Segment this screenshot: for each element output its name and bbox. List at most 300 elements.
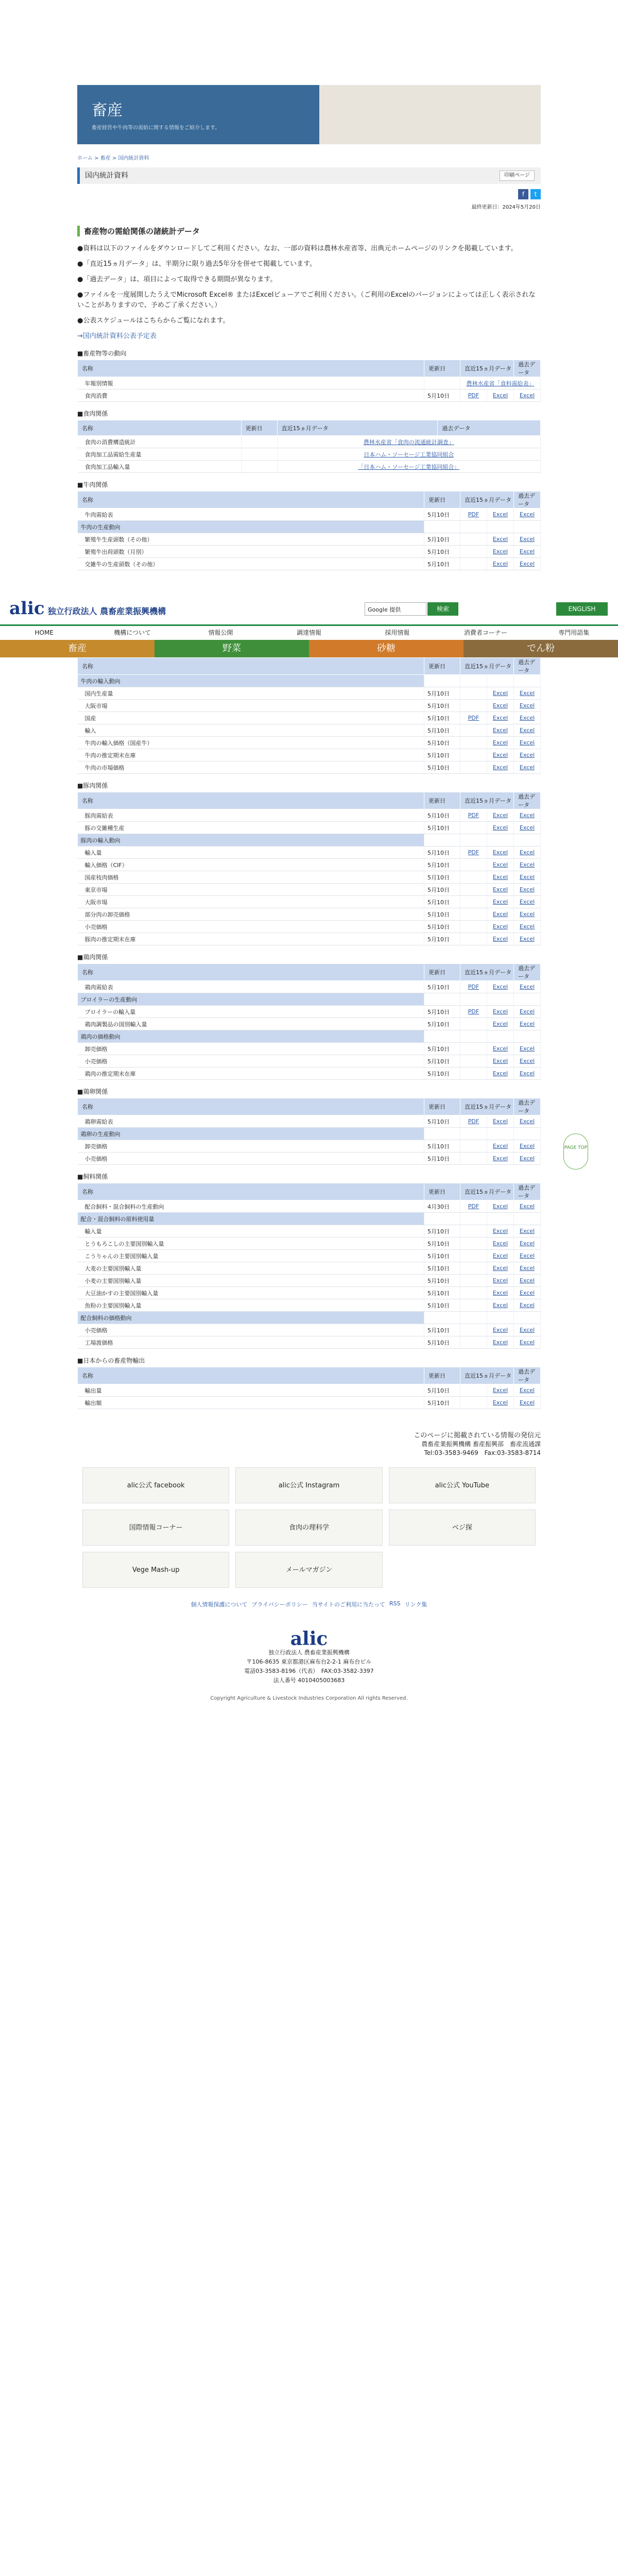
excel-link[interactable]: Excel [487, 1200, 514, 1213]
table-row [78, 533, 541, 546]
row-name: 鶏肉の価格動向 [78, 1030, 424, 1043]
past-excel-link[interactable]: Excel [514, 1238, 541, 1250]
pdf-link[interactable] [460, 546, 487, 558]
past-excel-link[interactable] [514, 675, 541, 687]
twitter-icon[interactable]: t [530, 189, 541, 199]
table-row [78, 1324, 541, 1336]
table-row [78, 1287, 541, 1299]
past-excel-link[interactable]: Excel [514, 1018, 541, 1030]
table-row [78, 1030, 541, 1043]
row-name: 牛肉の輸入動向 [78, 675, 424, 687]
row-name: 食肉の消費構造統計 [78, 436, 242, 448]
pdf-link[interactable] [460, 834, 487, 846]
pdf-link[interactable]: PDF [460, 389, 487, 402]
past-excel-link[interactable]: Excel [514, 700, 541, 712]
source-link[interactable]: 農林水産省「食料需給表」 [460, 377, 541, 389]
row-date: 5月10日 [424, 908, 460, 921]
excel-link[interactable]: Excel [487, 1140, 514, 1153]
pdf-link[interactable] [460, 1225, 487, 1238]
past-excel-link[interactable]: Excel [514, 1262, 541, 1275]
past-excel-link[interactable] [514, 1128, 541, 1140]
column-header: 過去データ [514, 792, 541, 809]
past-excel-link[interactable] [514, 1030, 541, 1043]
pdf-link[interactable] [460, 687, 487, 700]
row-date: 5月10日 [424, 1067, 460, 1080]
past-excel-link[interactable]: Excel [514, 1250, 541, 1262]
excel-link[interactable]: Excel [487, 712, 514, 724]
row-name: 輸入量 [78, 846, 424, 859]
pdf-link[interactable] [460, 859, 487, 871]
row-name: 年報別情報 [78, 377, 424, 389]
excel-link[interactable]: Excel [487, 749, 514, 761]
pdf-link[interactable] [460, 675, 487, 687]
footer-logo: alic [290, 1628, 328, 1650]
pdf-link[interactable] [460, 1238, 487, 1250]
excel-link[interactable]: Excel [487, 1238, 514, 1250]
excel-link[interactable]: Excel [487, 509, 514, 521]
column-header: 名称 [78, 1183, 424, 1200]
excel-link[interactable]: Excel [487, 1336, 514, 1349]
schedule-link[interactable]: →国内統計資料公表予定表 [77, 332, 157, 340]
excel-link[interactable] [487, 1312, 514, 1324]
past-excel-link[interactable]: Excel [514, 1324, 541, 1336]
table-row [78, 1115, 541, 1128]
table-row [78, 1225, 541, 1238]
nav-item[interactable]: 情報公開 [208, 629, 233, 636]
row-name: 交雑牛の生産頭数（その他） [78, 558, 424, 570]
row-name: 大豆油かすの主要国別輸入量 [78, 1287, 424, 1299]
nav-item[interactable]: 調達情報 [296, 629, 321, 636]
excel-link[interactable]: Excel [487, 687, 514, 700]
row-date: 5月10日 [424, 546, 460, 558]
excel-link[interactable]: Excel [487, 1287, 514, 1299]
section-title: 畜産物の需給関係の諸統計データ [77, 226, 541, 236]
row-date: 5月10日 [424, 871, 460, 884]
row-name: 国産 [78, 712, 424, 724]
nav-item[interactable]: 専門用語集 [558, 629, 590, 636]
pdf-link[interactable] [460, 761, 487, 774]
table-row [78, 389, 541, 402]
row-name: 鶏卵の生産動向 [78, 1128, 424, 1140]
pdf-link[interactable] [460, 1018, 487, 1030]
pdf-link[interactable] [460, 884, 487, 896]
promo-banner[interactable]: Vege Mash-up [82, 1552, 229, 1588]
page-top-button[interactable]: PAGE TOP [563, 1133, 588, 1170]
excel-link[interactable]: Excel [487, 1384, 514, 1397]
past-excel-link[interactable]: Excel [514, 846, 541, 859]
past-excel-link[interactable]: Excel [514, 687, 541, 700]
table-row [78, 1250, 541, 1262]
excel-link[interactable]: Excel [487, 546, 514, 558]
excel-link[interactable]: Excel [487, 1324, 514, 1336]
nav-item[interactable]: 機構について [114, 629, 151, 636]
excel-link[interactable]: Excel [487, 809, 514, 822]
excel-link[interactable]: Excel [487, 908, 514, 921]
excel-link[interactable]: Excel [487, 1299, 514, 1312]
past-excel-link[interactable]: Excel [514, 1055, 541, 1067]
table-row [78, 461, 541, 473]
stats-table [77, 420, 541, 473]
column-header: 過去データ [514, 360, 541, 377]
intro-line: ●公表スケジュールはこちらからご覧になれます。 [77, 317, 230, 325]
column-header: 更新日 [241, 420, 277, 436]
pdf-link[interactable] [460, 1312, 487, 1324]
row-name: とうもろこしの主要国別輸入量 [78, 1238, 424, 1250]
column-header: 過去データ [514, 492, 541, 509]
column-header: 過去データ [514, 658, 541, 675]
table-row [78, 933, 541, 945]
copyright: Copyright Agriculture & Livestock Industries Corporation All rights Reserved. [210, 1696, 408, 1701]
excel-link[interactable] [487, 1030, 514, 1043]
excel-link[interactable] [487, 834, 514, 846]
facebook-icon[interactable]: f [518, 189, 528, 199]
row-date: 5月10日 [424, 884, 460, 896]
pdf-link[interactable] [460, 1336, 487, 1349]
row-date: 5月10日 [424, 1153, 460, 1165]
column-header: 名称 [78, 360, 424, 377]
table-row [78, 521, 541, 533]
row-date: 5月10日 [424, 1055, 460, 1067]
column-header: 名称 [78, 1098, 424, 1115]
table-row [78, 1336, 541, 1349]
column-header: 過去データ [514, 964, 541, 981]
excel-link[interactable] [487, 1213, 514, 1225]
excel-link[interactable]: Excel [487, 1262, 514, 1275]
past-excel-link[interactable]: Excel [514, 933, 541, 945]
promo-banner[interactable]: alic公式 YouTube [389, 1467, 536, 1503]
past-excel-link[interactable]: Excel [514, 981, 541, 993]
past-excel-link[interactable]: Excel [514, 1336, 541, 1349]
table-row [78, 921, 541, 933]
row-name: 牛肉の輸入価格（国産牛） [78, 737, 424, 749]
past-excel-link[interactable]: Excel [514, 1153, 541, 1165]
excel-link[interactable]: Excel [487, 1018, 514, 1030]
category-nav [0, 640, 618, 657]
pdf-link[interactable] [460, 749, 487, 761]
pdf-link[interactable] [460, 1250, 487, 1262]
excel-link[interactable]: Excel [487, 1067, 514, 1080]
past-excel-link[interactable] [514, 521, 541, 533]
column-header: 過去データ [438, 420, 541, 436]
excel-link[interactable]: Excel [487, 1006, 514, 1018]
pdf-link[interactable] [460, 1384, 487, 1397]
table-row [78, 1262, 541, 1275]
table-row [78, 675, 541, 687]
crumb-home[interactable]: ホーム [77, 156, 93, 161]
table-row [78, 1006, 541, 1018]
excel-link[interactable] [487, 1128, 514, 1140]
pdf-link[interactable]: PDF [460, 1006, 487, 1018]
excel-link[interactable]: Excel [487, 724, 514, 737]
past-excel-link[interactable]: Excel [514, 724, 541, 737]
nav-item[interactable]: 消費者コーナー [464, 629, 507, 636]
row-date: 5月10日 [424, 933, 460, 945]
row-name: ブロイラーの輸入量 [78, 1006, 424, 1018]
intro-text [77, 244, 541, 326]
pdf-link[interactable] [460, 921, 487, 933]
excel-link[interactable] [487, 521, 514, 533]
past-excel-link[interactable]: Excel [514, 749, 541, 761]
search-input[interactable]: Google 提供 [365, 602, 426, 616]
past-excel-link[interactable]: Excel [514, 1225, 541, 1238]
pdf-link[interactable] [460, 1299, 487, 1312]
past-excel-link[interactable]: Excel [514, 809, 541, 822]
row-name: 小売価格 [78, 1324, 424, 1336]
promo-banner[interactable]: alic公式 Instagram [235, 1467, 382, 1503]
pdf-link[interactable] [460, 1397, 487, 1409]
past-excel-link[interactable]: Excel [514, 896, 541, 908]
footer-link[interactable]: 個人情報保護について [191, 1601, 248, 1608]
row-name: 食肉加工品需給生産量 [78, 448, 242, 461]
row-name: 輸出額 [78, 1397, 424, 1409]
excel-link[interactable]: Excel [487, 896, 514, 908]
footer-link[interactable]: RSS [389, 1600, 401, 1607]
column-header: 過去データ [514, 1367, 541, 1384]
pdf-link[interactable]: PDF [460, 1115, 487, 1128]
pdf-link[interactable] [460, 1140, 487, 1153]
row-name: 牛肉の推定期末在庫 [78, 749, 424, 761]
excel-link[interactable]: Excel [487, 700, 514, 712]
table-row [78, 884, 541, 896]
row-name: 豚の交雑種生産 [78, 822, 424, 834]
row-name: 小売価格 [78, 921, 424, 933]
row-date: 5月10日 [424, 1006, 460, 1018]
promo-banner[interactable]: ベジ探 [389, 1510, 536, 1546]
pdf-link[interactable] [460, 1324, 487, 1336]
table-section-label: ■日本からの畜産物輸出 [77, 1357, 145, 1364]
row-date: 5月10日 [424, 533, 460, 546]
past-excel-link[interactable] [514, 1312, 541, 1324]
row-name: 輸入価格（CIF） [78, 859, 424, 871]
pdf-link[interactable] [460, 1043, 487, 1055]
row-date: 5月10日 [424, 1043, 460, 1055]
table-row [78, 1018, 541, 1030]
past-excel-link[interactable]: Excel [514, 1006, 541, 1018]
print-button[interactable]: 印刷ページ [500, 171, 535, 181]
pdf-link[interactable] [460, 908, 487, 921]
stats-table [77, 792, 541, 945]
pdf-link[interactable] [460, 933, 487, 945]
pdf-link[interactable] [460, 1287, 487, 1299]
table-section-label: ■鶏肉関係 [77, 954, 108, 961]
excel-link[interactable]: Excel [487, 846, 514, 859]
pdf-link[interactable] [460, 871, 487, 884]
row-date: 5月10日 [424, 1275, 460, 1287]
crumb-chikusan[interactable]: 畜産 [100, 156, 111, 161]
pdf-link[interactable] [460, 1067, 487, 1080]
pdf-link[interactable] [460, 521, 487, 533]
excel-link[interactable]: Excel [487, 1225, 514, 1238]
excel-link[interactable]: Excel [487, 871, 514, 884]
pdf-link[interactable] [460, 1275, 487, 1287]
excel-link[interactable]: Excel [487, 1397, 514, 1409]
excel-link[interactable]: Excel [487, 859, 514, 871]
row-date: 5月10日 [424, 859, 460, 871]
row-date [241, 461, 277, 473]
pdf-link[interactable]: PDF [460, 981, 487, 993]
past-excel-link[interactable]: Excel [514, 1115, 541, 1128]
excel-link[interactable]: Excel [487, 884, 514, 896]
excel-link[interactable]: Excel [487, 1153, 514, 1165]
pdf-link[interactable] [460, 533, 487, 546]
row-date: 5月10日 [424, 1324, 460, 1336]
pdf-link[interactable] [460, 1055, 487, 1067]
row-name: 豚肉需給表 [78, 809, 424, 822]
pdf-link[interactable] [460, 822, 487, 834]
pdf-link[interactable] [460, 724, 487, 737]
pdf-link[interactable]: PDF [460, 809, 487, 822]
source-link[interactable]: 日本ハム・ソーセージ工業協同組合 [277, 448, 540, 461]
past-excel-link[interactable]: Excel [514, 1043, 541, 1055]
table-row [78, 1128, 541, 1140]
past-excel-link[interactable]: Excel [514, 921, 541, 933]
table-section-label: ■食肉関係 [77, 410, 108, 417]
row-date: 5月10日 [424, 749, 460, 761]
past-excel-link[interactable] [514, 993, 541, 1006]
excel-link[interactable]: Excel [487, 822, 514, 834]
crumb-current: 国内統計資料 [118, 156, 149, 161]
row-date [424, 521, 460, 533]
pdf-link[interactable]: PDF [460, 1200, 487, 1213]
past-excel-link[interactable]: Excel [514, 389, 541, 402]
excel-link[interactable]: Excel [487, 921, 514, 933]
pdf-link[interactable]: PDF [460, 509, 487, 521]
excel-link[interactable]: Excel [487, 558, 514, 570]
excel-link[interactable]: Excel [487, 761, 514, 774]
pdf-link[interactable] [460, 558, 487, 570]
row-name: 繁殖牛生産頭数（その他） [78, 533, 424, 546]
excel-link[interactable]: Excel [487, 981, 514, 993]
site-logo[interactable]: alic 独立行政法人 農畜産業振興機構 [9, 598, 166, 619]
excel-link[interactable]: Excel [487, 1043, 514, 1055]
table-row [78, 1312, 541, 1324]
row-name: 卸売価格 [78, 1140, 424, 1153]
promo-banner[interactable]: alic公式 facebook [82, 1467, 229, 1503]
past-excel-link[interactable]: Excel [514, 822, 541, 834]
row-name: こうりゃんの主要国別輸入量 [78, 1250, 424, 1262]
stats-table [77, 491, 541, 570]
column-header: 更新日 [424, 658, 460, 675]
category-tab[interactable]: 砂糖 [309, 640, 464, 657]
row-name: ブロイラーの生産動向 [78, 993, 424, 1006]
stats-table [77, 1367, 541, 1409]
row-date: 5月10日 [424, 700, 460, 712]
past-excel-link[interactable]: Excel [514, 884, 541, 896]
english-link[interactable]: ENGLISH [556, 602, 608, 616]
category-tab[interactable]: でん粉 [464, 640, 618, 657]
search-button[interactable]: 検索 [427, 602, 458, 616]
pdf-link[interactable] [460, 1128, 487, 1140]
past-excel-link[interactable]: Excel [514, 871, 541, 884]
excel-link[interactable]: Excel [487, 737, 514, 749]
past-excel-link[interactable]: Excel [514, 1200, 541, 1213]
row-date [424, 675, 460, 687]
row-name: 牛肉需給表 [78, 509, 424, 521]
excel-link[interactable]: Excel [487, 933, 514, 945]
row-date [424, 377, 460, 389]
past-excel-link[interactable]: Excel [514, 1067, 541, 1080]
excel-link[interactable]: Excel [487, 533, 514, 546]
pdf-link[interactable]: PDF [460, 846, 487, 859]
past-excel-link[interactable]: Excel [514, 558, 541, 570]
past-excel-link[interactable]: Excel [514, 1140, 541, 1153]
excel-link[interactable]: Excel [487, 1275, 514, 1287]
category-tab[interactable]: 畜産 [0, 640, 154, 657]
pdf-link[interactable] [460, 1030, 487, 1043]
past-excel-link[interactable]: Excel [514, 1384, 541, 1397]
past-excel-link[interactable]: Excel [514, 509, 541, 521]
past-excel-link[interactable]: Excel [514, 546, 541, 558]
footer-link[interactable]: リンク集 [404, 1601, 427, 1608]
past-excel-link[interactable]: Excel [514, 533, 541, 546]
column-header: 更新日 [424, 360, 460, 377]
past-excel-link[interactable]: Excel [514, 1299, 541, 1312]
row-date [241, 436, 277, 448]
source-link[interactable]: 「日本ハム・ソーセージ工業協同組合」 [277, 461, 540, 473]
pdf-link[interactable] [460, 896, 487, 908]
row-date: 5月10日 [424, 1299, 460, 1312]
pdf-link[interactable] [460, 1262, 487, 1275]
past-excel-link[interactable]: Excel [514, 761, 541, 774]
table-row [78, 834, 541, 846]
excel-link[interactable]: Excel [487, 1250, 514, 1262]
nav-item[interactable]: 採用情報 [385, 629, 410, 636]
column-header: 直近15ヵ月データ [460, 492, 514, 509]
footer-link[interactable]: 当サイトのご利用に当たって [312, 1601, 386, 1608]
table-row [78, 749, 541, 761]
table-row [78, 809, 541, 822]
excel-link[interactable]: Excel [487, 389, 514, 402]
pdf-link[interactable] [460, 1153, 487, 1165]
row-name: 大麦の主要国別輸入量 [78, 1262, 424, 1275]
excel-link[interactable] [487, 993, 514, 1006]
past-excel-link[interactable]: Excel [514, 712, 541, 724]
column-header: 直近15ヵ月データ [460, 792, 514, 809]
row-date: 5月10日 [424, 687, 460, 700]
excel-link[interactable] [487, 675, 514, 687]
nav-item[interactable]: HOME [35, 629, 54, 636]
excel-link[interactable]: Excel [487, 1055, 514, 1067]
row-date: 5月10日 [424, 1250, 460, 1262]
past-excel-link[interactable] [514, 834, 541, 846]
promo-banner[interactable]: 食肉の理科学 [235, 1510, 382, 1546]
past-excel-link[interactable]: Excel [514, 737, 541, 749]
row-date [424, 993, 460, 1006]
table-row [78, 1055, 541, 1067]
pdf-link[interactable] [460, 737, 487, 749]
row-name: 鶏肉需給表 [78, 981, 424, 993]
pdf-link[interactable]: PDF [460, 712, 487, 724]
pdf-link[interactable] [460, 993, 487, 1006]
promo-banner[interactable]: 国際情報コーナー [82, 1510, 229, 1546]
category-tab[interactable]: 野菜 [154, 640, 309, 657]
excel-link[interactable]: Excel [487, 1115, 514, 1128]
past-excel-link[interactable] [514, 1213, 541, 1225]
promo-banner[interactable]: メールマガジン [235, 1552, 382, 1588]
table-row [78, 737, 541, 749]
column-header: 過去データ [514, 1098, 541, 1115]
footer-link[interactable]: プライバシーポリシー [251, 1601, 308, 1608]
past-excel-link[interactable]: Excel [514, 908, 541, 921]
source-link[interactable]: 農林水産省「食肉の流通統計調査」 [277, 436, 540, 448]
pdf-link[interactable] [460, 700, 487, 712]
past-excel-link[interactable]: Excel [514, 1275, 541, 1287]
pdf-link[interactable] [460, 1213, 487, 1225]
past-excel-link[interactable]: Excel [514, 1287, 541, 1299]
contact-info: このページに掲載されている情報の発信元 農畜産業振興機構 畜産振興部 畜産流通課 Tel:03-3583-9469 Fax:03-3583-8714 [414, 1432, 541, 1456]
past-excel-link[interactable]: Excel [514, 859, 541, 871]
past-excel-link[interactable]: Excel [514, 1397, 541, 1409]
